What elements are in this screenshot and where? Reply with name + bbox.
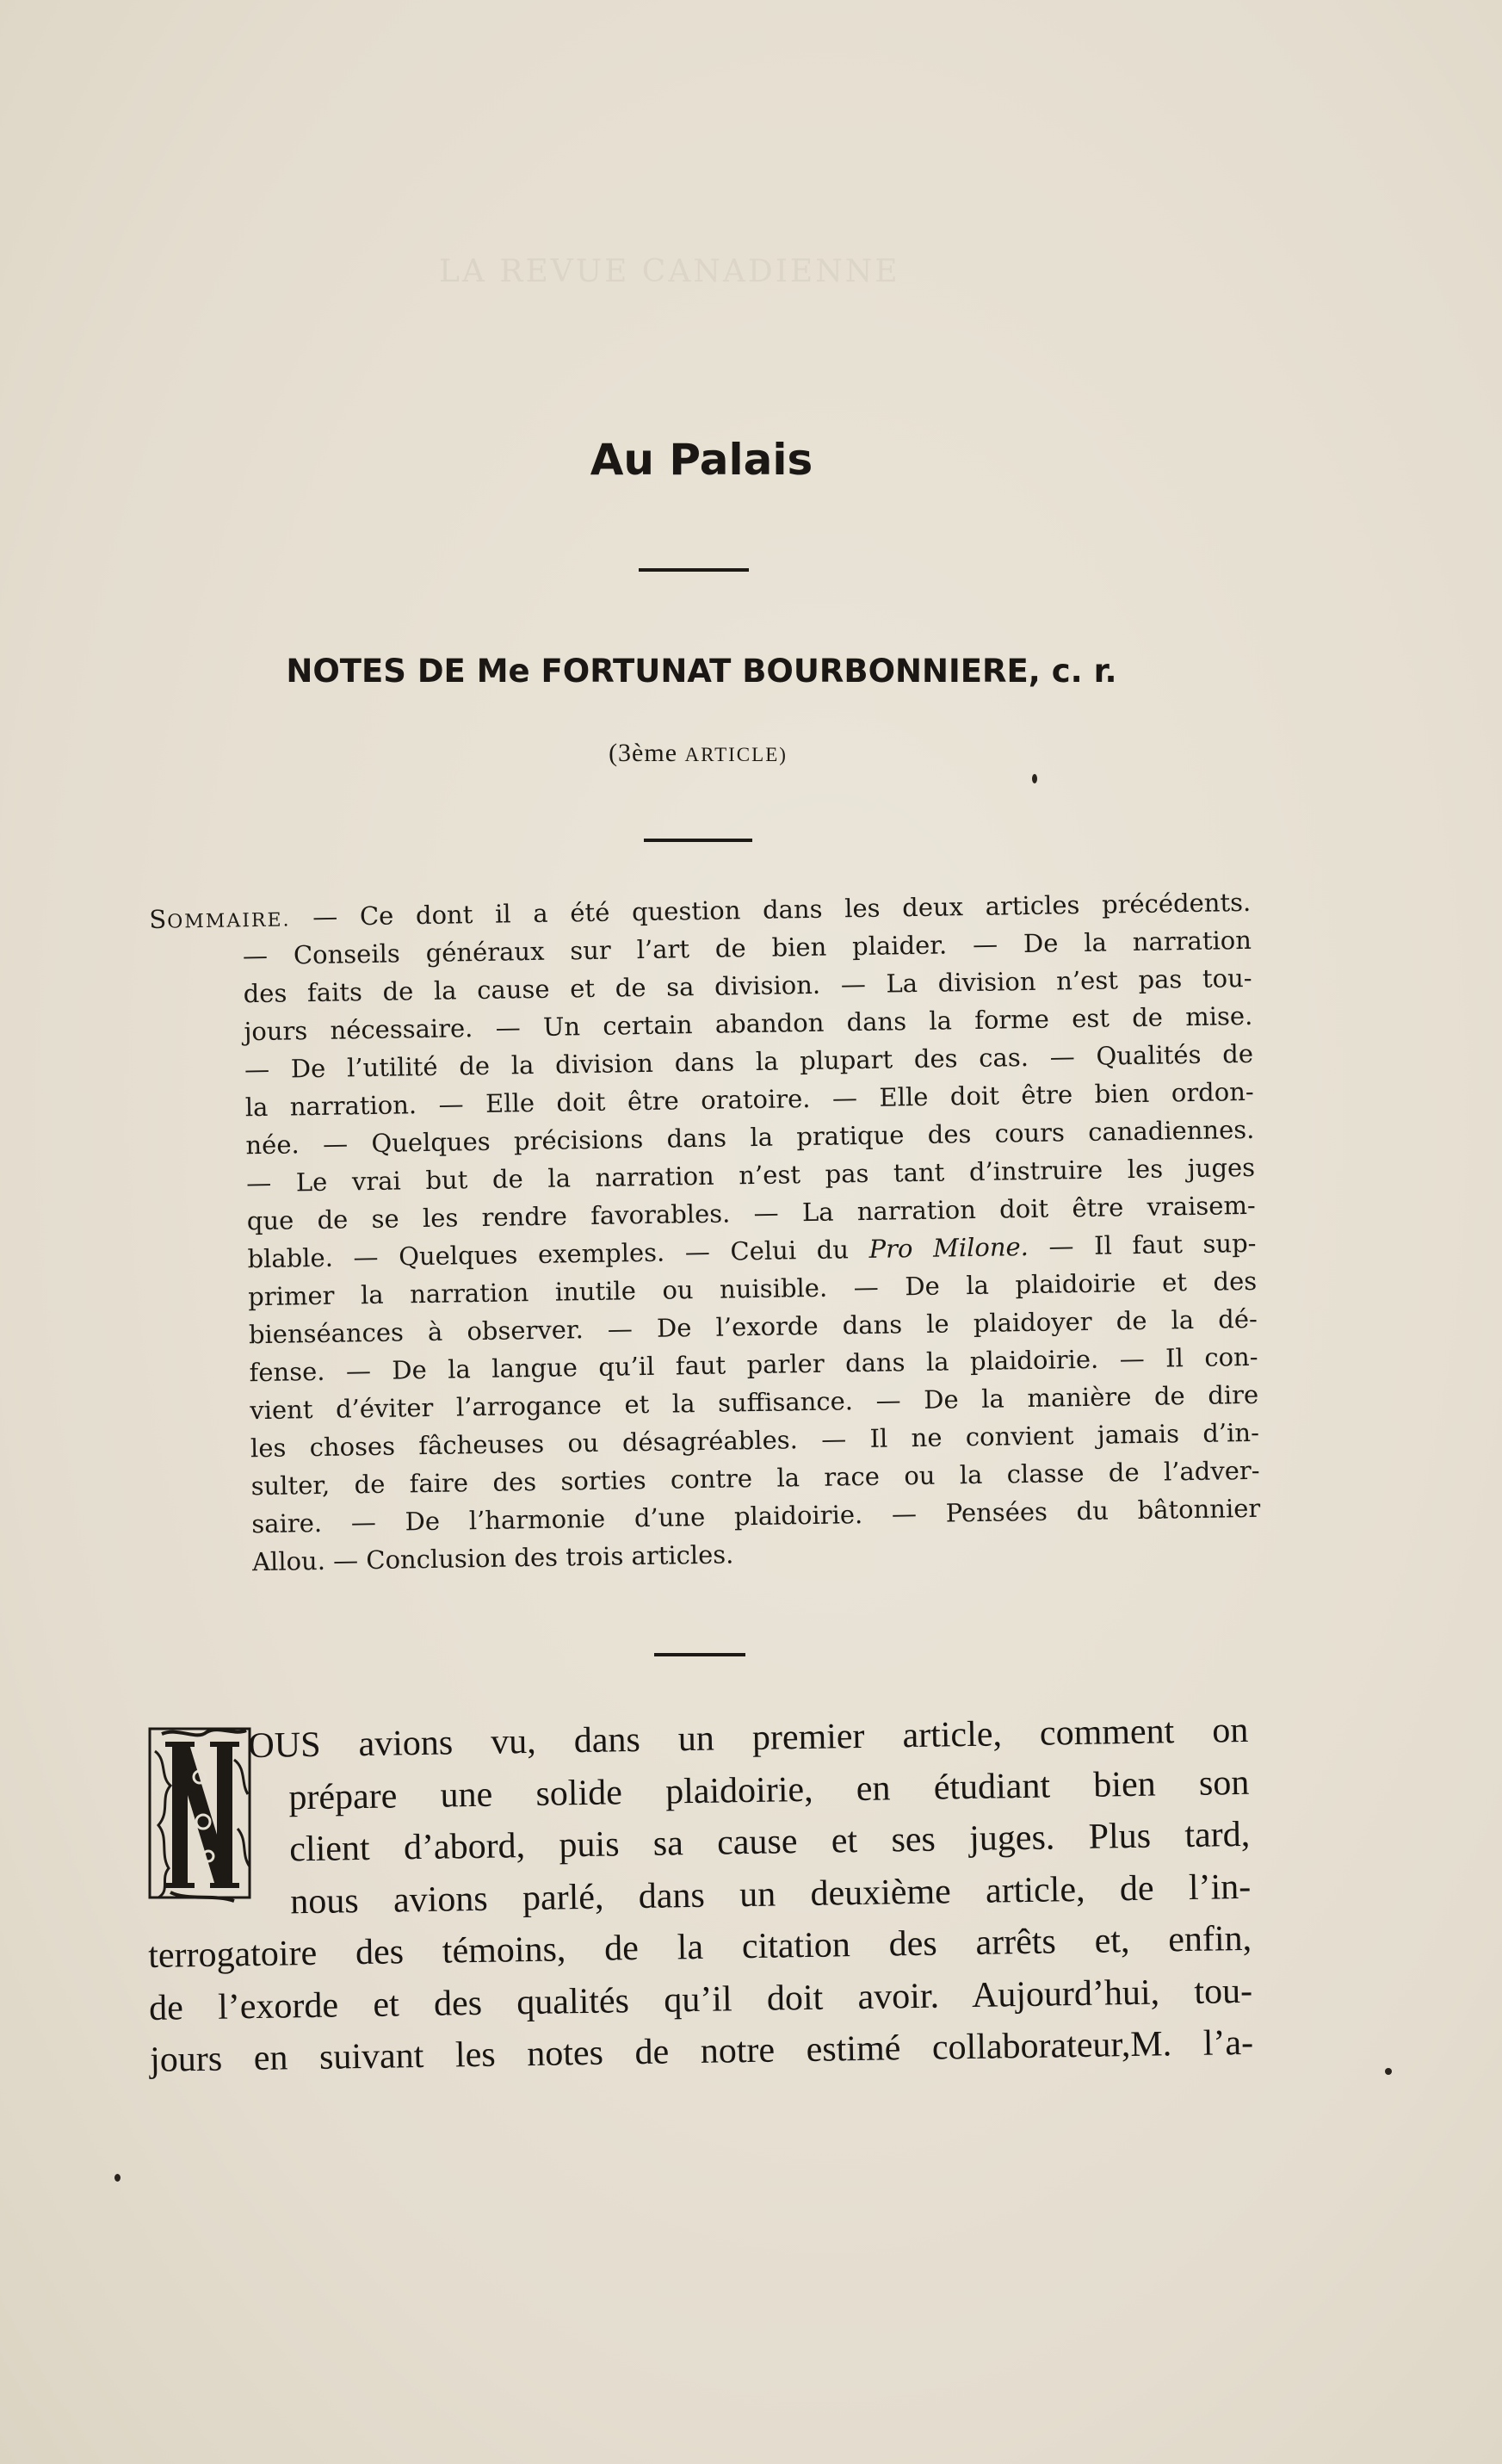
summary-line: — Le vrai but de la narration n’est pas tant d’instruire les juges: [245, 1152, 1256, 1198]
ink-speck: [114, 2174, 121, 2182]
summary-line: jours nécessaire. — Un certain abandon dans la forme est de mise.: [244, 1000, 1253, 1047]
summary-line: SOMMAIRE. — Ce dont il a été question dans les deux articles précédents.: [149, 887, 1252, 934]
subtitle-rule: [644, 839, 752, 842]
ink-speck: [1032, 774, 1037, 783]
summary-line: née. — Quelques précisions dans la pratique des cours canadiennes.: [245, 1114, 1255, 1161]
body-line: prépare une solide plaidoirie, en étudiant bien son: [288, 1762, 1250, 1817]
summary-line: blable. — Quelques exemples. — Celui du Pro Milone. — Il faut sup-: [247, 1228, 1257, 1274]
author-heading: NOTES DE Me FORTUNAT BOURBONNIERE, c. r.: [286, 653, 1117, 690]
summary-line: — De l’utilité de la division dans la plupart des cas. — Qualités de: [244, 1038, 1254, 1085]
body-line: de l’exorde et des qualités qu’il doit avoir. Aujourd’hui, tou-: [148, 1971, 1253, 2028]
summary-line: que de se les rendre favorables. — La narration doit être vraisem-: [246, 1190, 1256, 1236]
pro-milone-title: Pro Milone.: [868, 1232, 1029, 1264]
bleed-through-text: LA REVUE CANADIENNE: [439, 254, 900, 289]
summary-line: la narration. — Elle doit être oratoire. — Elle doit être bien ordon-: [244, 1076, 1254, 1123]
summary-line: bienséances à observer. — De l’exorde dans le plaidoyer de la dé-: [248, 1303, 1258, 1350]
summary-line: fense. — De la langue qu’il faut parler dans la plaidoirie. — Il con-: [249, 1341, 1258, 1388]
title-rule: [639, 568, 749, 572]
article-number: [0, 739, 1396, 768]
summary-line: Allou. — Conclusion des trois articles.: [251, 1539, 734, 1577]
summary-line: des faits de la cause et de sa division. — La division n’est pas tou-: [243, 963, 1252, 1009]
body-line: jours en suivant les notes de notre estimé collaborateur,M. l’a-: [149, 2022, 1254, 2080]
body-line: client d’abord, puis sa cause et ses juges. Plus tard,: [288, 1814, 1251, 1870]
body-line: OUS avions vu, dans un premier article, comment on: [248, 1710, 1249, 1767]
body-line: terrogatoire des témoins, de la citation des arrêts et, enfin,: [147, 1918, 1252, 1976]
summary-line: vient d’éviter l’arrogance et la suffisance. — De la manière de dire: [250, 1379, 1259, 1426]
page-title: Au Palais: [590, 435, 813, 485]
ink-speck: [1385, 2068, 1392, 2075]
summary-label: SOMMAIRE.: [149, 904, 291, 934]
summary-block: [149, 883, 1261, 1582]
body-paragraph: [145, 1705, 1253, 2087]
article-prefix: (3ème: [609, 739, 678, 767]
section-rule: [654, 1653, 745, 1656]
summary-line: — Conseils généraux sur l’art de bien plaider. — De la narration: [242, 925, 1252, 971]
body-line: nous avions parlé, dans un deuxième article, de l’in-: [289, 1867, 1252, 1922]
summary-line: saire. — De l’harmonie d’une plaidoirie. — Pensées du bâtonnier: [251, 1493, 1261, 1539]
summary-line: primer la narration inutile ou nuisible. — De la plaidoirie et des: [247, 1266, 1258, 1312]
summary-line: les choses fâcheuses ou désagréables. — Il ne convient jamais d’in-: [250, 1417, 1260, 1464]
summary-line: sulter, de faire des sorties contre la race ou la classe de l’adver-: [250, 1455, 1260, 1501]
article-word: ARTICLE): [684, 744, 788, 765]
